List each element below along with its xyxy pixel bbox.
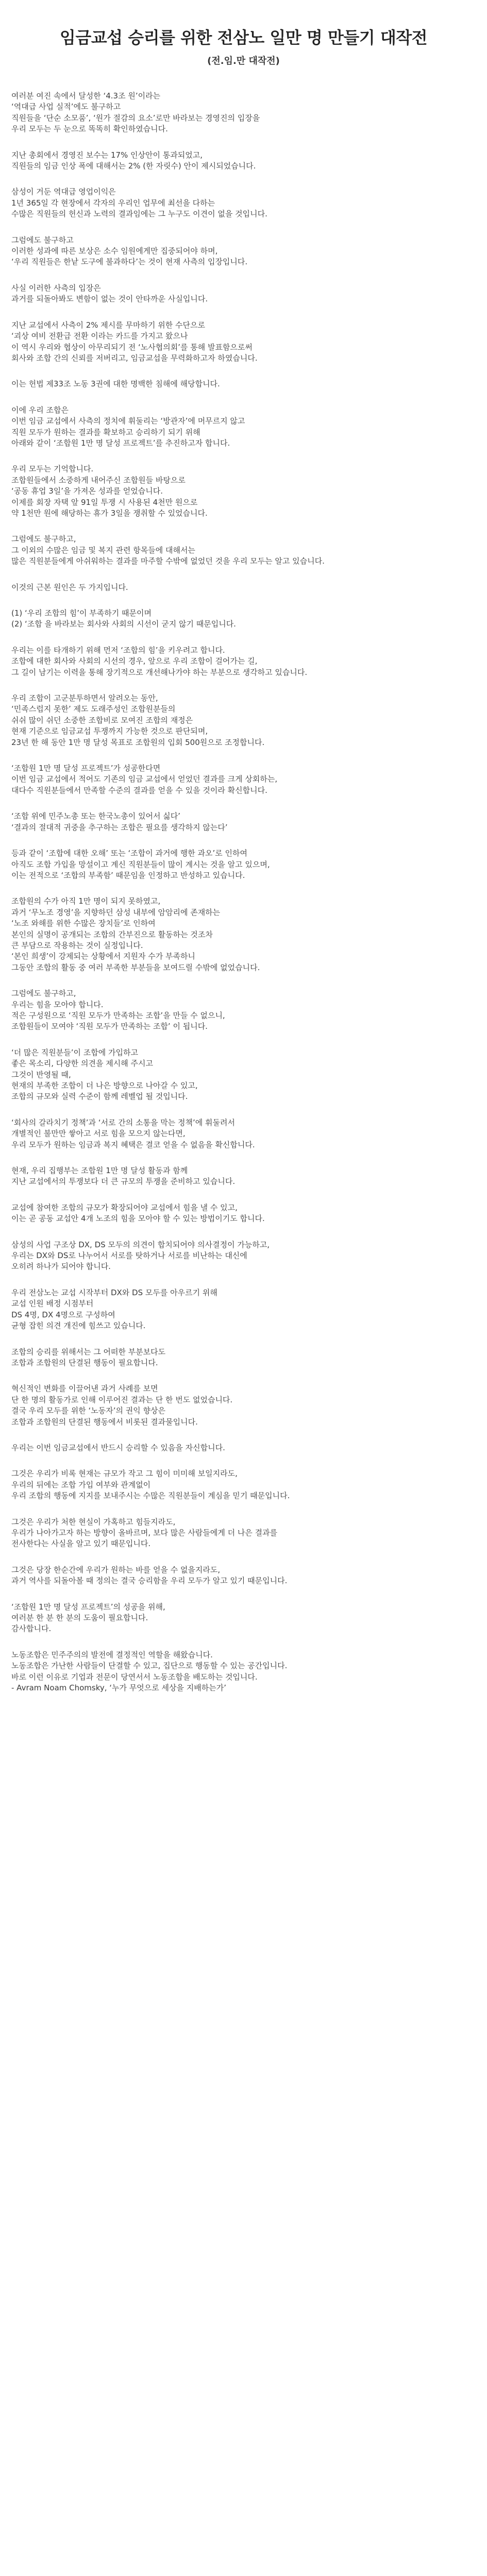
paragraph-line: 대다수 직원분들에서 만족할 수준의 결과를 얻을 수 있을 것이라 확신합니다.	[11, 785, 267, 795]
paragraph	[11, 1240, 475, 1273]
paragraph	[11, 645, 475, 678]
paragraph-line: 직원들을 ‘단순 소모품’, ‘원가 절감의 요소’로만 바라보는 경영진의 입장을	[11, 113, 260, 123]
paragraph-line: 수많은 직원들의 헌신과 노력의 결과임에는 그 누구도 이견이 없을 것입니다.	[11, 209, 267, 219]
paragraph	[11, 1517, 475, 1550]
paragraph-line: 1년 365일 각 현장에서 각자의 우리인 업무에 최선을 다하는	[11, 198, 215, 208]
paragraph-line: 조합의 규모와 실력 수준이 함께 레벨업 될 것입니다.	[11, 1092, 188, 1101]
paragraph-line: 큰 부담으로 작용하는 것이 실정입니다.	[11, 940, 143, 950]
paragraph	[11, 693, 475, 748]
paragraph-line: 이것의 근본 원인은 두 가지입니다.	[11, 582, 128, 592]
paragraph-line: 조합원들에서 소중하게 내어주신 조합원들 바탕으로	[11, 475, 186, 485]
paragraph-line: 과거 역사를 되돌아볼 때 정의는 결국 승리함을 우리 모두가 알고 있기 때문입니다.	[11, 1576, 288, 1586]
paragraph-line: 그 이외의 수많은 임금 및 복지 관련 항목들에 대해서는	[11, 545, 195, 555]
paragraph	[11, 1565, 475, 1587]
page-title: 임금교섭 승리를 위한 전삼노 일만 명 만들기 대작전	[59, 28, 428, 47]
paragraph-line: 우리 모두는 두 눈으로 똑똑히 확인하였습니다.	[11, 124, 168, 134]
paragraph-line: 이에 우리 조합은	[11, 405, 69, 415]
paragraph-line: 우리는 이를 타개하기 위해 먼저 ‘조합의 힘’을 키우려고 합니다.	[11, 645, 225, 655]
paragraph	[11, 283, 475, 305]
paragraph-line: 균형 잡힌 의견 개진에 힘쓰고 있습니다.	[11, 1321, 146, 1331]
paragraph-line: DS 4명, DX 4명으로 구성하여	[11, 1310, 115, 1319]
paragraph-line: 개별적인 불만만 쌓아고 서로 힘을 모으지 않는다면,	[11, 1129, 186, 1139]
paragraph-line: 우리는 이번 임금교섭에서 반드시 승리할 수 있음을 자신합니다.	[11, 1443, 225, 1452]
paragraph-line: ‘우리 직원들은 한낱 도구에 불과하다’는 것이 현재 사측의 입장입니다.	[11, 257, 248, 267]
paragraph-line: (1) ‘우리 조합의 힘’이 부족하기 때문이며	[11, 608, 152, 618]
paragraph-line: 교섭 인원 배정 시점부터	[11, 1299, 94, 1309]
paragraph-line: 직원들의 임금 인상 폭에 대해서는 2% (한 자릿수) 안이 제시되었습니다.	[11, 161, 256, 171]
paragraph-line: 노동조합은 민주주의의 발전에 결정적인 역할을 해왔습니다.	[11, 1650, 213, 1659]
paragraph-line: ‘회사의 갈라치기 정책’과 ‘서로 간의 소통을 막는 정책’에 휘둘려서	[11, 1117, 235, 1127]
paragraph-line: 조합원들이 모여야 ‘직원 모두가 만족하는 조합’ 이 됩니다.	[11, 1022, 208, 1031]
paragraph	[11, 379, 475, 389]
paragraph-line: 우리의 뒤에는 조합 가입 여부와 관계없이	[11, 1480, 151, 1489]
paragraph-line: ‘결과의 절대적 귀중을 추구하는 조합은 필요를 생각하지 않는다’	[11, 822, 228, 832]
paragraph-line: 회사와 조합 간의 신뢰를 저버리고, 임금교섭을 무력화하고자 하였습니다.	[11, 353, 258, 363]
paragraph	[11, 1383, 475, 1428]
paragraph-line: 우리는 DX와 DS로 나누어서 서로를 탓하거나 서로를 비난하는 대신에	[11, 1251, 247, 1261]
paragraph	[11, 320, 475, 364]
article-body	[11, 91, 475, 1708]
paragraph-line: 결국 우리 모두를 위한 ‘노동자’의 권익 향상은	[11, 1406, 165, 1416]
paragraph	[11, 1468, 475, 1501]
paragraph-line: 조합에 대한 회사와 사회의 시선의 경우, 앞으로 우리 조합이 걸어가는 길,	[11, 656, 258, 666]
paragraph	[11, 896, 475, 973]
paragraph-line: 교섭에 참여한 조합의 규모가 확장되어야 교섭에서 힘을 낼 수 있고,	[11, 1202, 238, 1212]
paragraph-line: (2) ‘조합 을 바라보는 회사와 사회의 시선이 굳지 않기 때문입니다.	[11, 619, 236, 629]
paragraph-line: 단 한 명의 활동가로 인해 이루어진 결과는 단 한 번도 없었습니다.	[11, 1395, 233, 1404]
paragraph-line: ‘괴상 여비 전환급 전환 이라는 카드를 가지고 왔으나	[11, 331, 188, 341]
paragraph	[11, 1602, 475, 1635]
paragraph-line: 지난 교섭에서의 투쟁보다 더 큰 규모의 투쟁을 준비하고 있습니다.	[11, 1177, 236, 1187]
paragraph-line: 그것이 반영될 때,	[11, 1070, 71, 1079]
paragraph-line: 현재 기준으로 임금교섭 투쟁까지 가능한 것으로 판단되며,	[11, 726, 208, 736]
paragraph-line: 23년 한 해 동안 1만 명 달성 목표로 조합원의 입회 500원으로 조정합니다.	[11, 737, 265, 747]
paragraph-line: 그것은 우리가 처한 현실이 가혹하고 힘들지라도,	[11, 1517, 176, 1527]
paragraph	[11, 150, 475, 172]
paragraph-line: 이는 전적으로 ‘조합의 부족함’ 때문임을 인정하고 반성하고 있습니다.	[11, 870, 245, 880]
paragraph-line: 우리 모두가 원하는 임금과 복지 혜택은 결코 얻을 수 없음을 확신합니다.	[11, 1140, 255, 1149]
paragraph-line: 우리 조합의 행동에 지지를 보내주시는 수많은 직원분들이 계심을 믿기 때문입니다.	[11, 1491, 290, 1501]
paragraph	[11, 848, 475, 881]
paragraph-line: 그럼에도 불구하고	[11, 235, 74, 245]
paragraph	[11, 187, 475, 219]
paragraph-line: ‘민족스럽지 못한’ 제도 도래주성인 조합원분들의	[11, 704, 176, 714]
paragraph-line: 이러한 성과에 따른 보상은 소수 임원에게만 집중되어야 하며,	[11, 246, 218, 256]
paragraph-line: 여러분 여진 속에서 달성한 ‘4.3조 원’이라는	[11, 91, 161, 100]
paragraph-line: ‘본인 희생’이 강제되는 상황에서 지원자 수가 부족하니	[11, 952, 195, 961]
paragraph-line: 조합의 승리를 위해서는 그 어떠한 부분보다도	[11, 1347, 166, 1357]
paragraph-line: 등과 같이 ‘조합에 대한 오해’ 또는 ‘조합이 과거에 행한 과오’로 인하여	[11, 849, 247, 858]
paragraph	[11, 1047, 475, 1103]
paragraph-line: 혁신적인 변화를 이끌어낸 과거 사례를 보면	[11, 1384, 158, 1394]
paragraph-line: 노동조합은 가난한 사람들이 단결할 수 있고, 집단으로 행동할 수 있는 공간입니다.	[11, 1661, 288, 1671]
paragraph	[11, 91, 475, 135]
paragraph-line: 그것은 우리가 비록 현재는 규모가 작고 그 힘이 미미해 보일지라도,	[11, 1469, 238, 1479]
paragraph-line: 이번 임금 교섭에서 적어도 기존의 임금 교섭에서 얻었던 결과를 크게 상회하는,	[11, 774, 278, 784]
paragraph	[11, 534, 475, 567]
paragraph	[11, 1443, 475, 1453]
paragraph-line: 지난 총회에서 경영진 보수는 17% 인상안이 통과되었고,	[11, 150, 203, 160]
paragraph-line: ‘조합원 1만 명 달성 프로젝트’가 성공한다면	[11, 764, 161, 773]
paragraph-line: 바로 이런 이유로 기업과 전문이 당연서서 노동조합을 배도하는 것입니다.	[11, 1672, 258, 1682]
paragraph-line: 우리가 나아가고자 하는 방향이 올바르며, 보다 많은 사람들에게 더 나은 결과를	[11, 1528, 278, 1537]
paragraph-line: 본인의 실명이 공개되는 조합의 간부진으로 활동하는 것조차	[11, 929, 213, 939]
paragraph	[11, 763, 475, 796]
paragraph-line: 과거를 되돌아봐도 변함이 없는 것이 안타까운 사실입니다.	[11, 294, 208, 304]
paragraph-line: 약 1천만 원에 해당하는 휴가 3일을 쟁취할 수 있었습니다.	[11, 508, 208, 518]
paragraph-line: 그럼에도 불구하고,	[11, 989, 76, 998]
paragraph-line: 아래와 같이 ‘조합원 1만 명 달성 프로젝트’를 추진하고자 합니다.	[11, 438, 230, 448]
paragraph	[11, 1202, 475, 1225]
paragraph-line: 사실 이러한 사측의 입장은	[11, 283, 101, 293]
paragraph-line: 우리 조합이 고군분투하면서 알려오는 동안,	[11, 693, 158, 703]
paragraph-line: 그 길이 남기는 이력을 통해 장기적으로 개선해나가야 하는 부분으로 생각하고 있습니다.	[11, 667, 308, 677]
paragraph-line: 그럼에도 불구하고,	[11, 534, 76, 544]
paragraph-line: 쉬쉬 많이 쉬던 소중한 조합비로 모여진 조합의 재정은	[11, 715, 193, 725]
paragraph-line: 전사한다는 사실을 알고 있기 때문입니다.	[11, 1539, 151, 1549]
paragraph-line: 이번 임금 교섭에서 사측의 정치에 휘둘리는 ‘방관자’에 머무르지 않고	[11, 416, 245, 426]
paragraph	[11, 235, 475, 268]
paragraph-line: 이는 헌법 제33조 노동 3권에 대한 명백한 침해에 해당합니다.	[11, 379, 220, 389]
paragraph	[11, 1347, 475, 1369]
paragraph-line: 적은 구성원으로 ‘직원 모두가 만족하는 조합’을 만들 수 없으니,	[11, 1010, 225, 1020]
paragraph-line: - Avram Noam Chomsky, ‘누가 무엇으로 세상을 지배하는가’	[11, 1683, 226, 1693]
paragraph-line: 조합과 조합원의 단결된 행동에서 비롯된 결과물입니다.	[11, 1417, 198, 1427]
paragraph-line: 우리 모두는 기억합니다.	[11, 464, 94, 474]
paragraph-line: 이는 곧 공동 교섭안 4개 노조의 힘을 모아야 할 수 있는 방법이기도 합니다.	[11, 1214, 265, 1224]
paragraph-line: 많은 직원분들에게 아쉬워하는 결과를 마주할 수밖에 없었던 것을 우리 모두는 알고 있습니다.	[11, 556, 325, 566]
paragraph	[11, 1650, 475, 1694]
paragraph-line: 삼성의 사업 구조상 DX, DS 모두의 의견이 합치되어야 의사결정이 가능하고,	[11, 1240, 270, 1249]
paragraph-line: 오히려 하나가 되어야 합니다.	[11, 1262, 111, 1272]
paragraph-line: 좋은 목소리, 다양한 의견을 제시해 주시고	[11, 1059, 153, 1069]
paragraph-line: 삼성이 거둔 역대급 영업이익은	[11, 187, 116, 197]
paragraph	[11, 464, 475, 519]
paragraph-line: 조합과 조합원의 단결된 행동이 필요합니다.	[11, 1358, 158, 1367]
paragraph-line: ‘노조 와해를 위한 수많은 장치들’로 인하여	[11, 919, 156, 928]
paragraph-line: ‘공동 휴업 3일’을 가져온 성과를 얻었습니다.	[11, 486, 163, 496]
paragraph-line: 현재, 우리 집행부는 조합원 1만 명 달성 활동과 함께	[11, 1166, 188, 1176]
paragraph-line: 현재의 부족한 조합이 더 나은 방향으로 나아갈 수 있고,	[11, 1081, 198, 1090]
paragraph-line: 감사합니다.	[11, 1624, 52, 1634]
paragraph-line: 조합원의 수가 아직 1만 명이 되지 못하였고,	[11, 896, 161, 906]
paragraph-line: 지난 교섭에서 사측이 2% 제시를 무마하기 위한 수단으로	[11, 320, 205, 330]
paragraph-line: 과거 ‘무노조 경영’을 지향하던 삼성 내부에 암암리에 존재하는	[11, 907, 221, 917]
paragraph-line: 이제를 회장 자택 앞 91일 투쟁 시 사용된 4천만 원으로	[11, 497, 198, 507]
paragraph-line: 이 역시 우리와 협상이 아무리되기 전 ‘노사협의회’를 통해 발표함으로써	[11, 342, 253, 352]
paragraph-line: ‘조합 위에 민주노총 또는 한국노총이 있어서 싫다’	[11, 811, 180, 821]
paragraph	[11, 608, 475, 630]
paragraph-line: 직원 모두가 원하는 결과를 확보하고 승리하기 되기 위해	[11, 427, 200, 437]
paragraph	[11, 1287, 475, 1332]
paragraph	[11, 988, 475, 1032]
paragraph-line: 우리 전삼노는 교섭 시작부터 DX와 DS 모두를 아우르기 위해	[11, 1287, 217, 1297]
paragraph-line: 그동안 조합의 활동 중 여러 부족한 부분들을 보여드릴 수밖에 없었습니다.	[11, 962, 260, 972]
paragraph-line: 그것은 당장 한순간에 우리가 원하는 바를 얻을 수 없을지라도,	[11, 1565, 221, 1574]
paragraph	[11, 582, 475, 593]
paragraph-line: 여러분 한 분 한 분의 도움이 필요합니다.	[11, 1613, 148, 1622]
paragraph-line: ‘역대급 사업 실적’에도 불구하고	[11, 102, 121, 112]
paragraph	[11, 405, 475, 449]
paragraph	[11, 811, 475, 833]
paragraph-line: ‘조합원 1만 명 달성 프로젝트’의 성공을 위해,	[11, 1602, 165, 1612]
page-subtitle: (전.임.만 대작전)	[207, 56, 280, 66]
paragraph	[11, 1117, 475, 1150]
paragraph	[11, 1165, 475, 1188]
paragraph-line: ‘더 많은 직원분들’이 조합에 가입하고	[11, 1047, 138, 1057]
paragraph-line: 아직도 조합 가입을 망설이고 계신 직원분들이 많이 계시는 것을 알고 있으며,	[11, 859, 270, 869]
paragraph-line: 우리는 힘을 모아야 합니다.	[11, 999, 104, 1009]
